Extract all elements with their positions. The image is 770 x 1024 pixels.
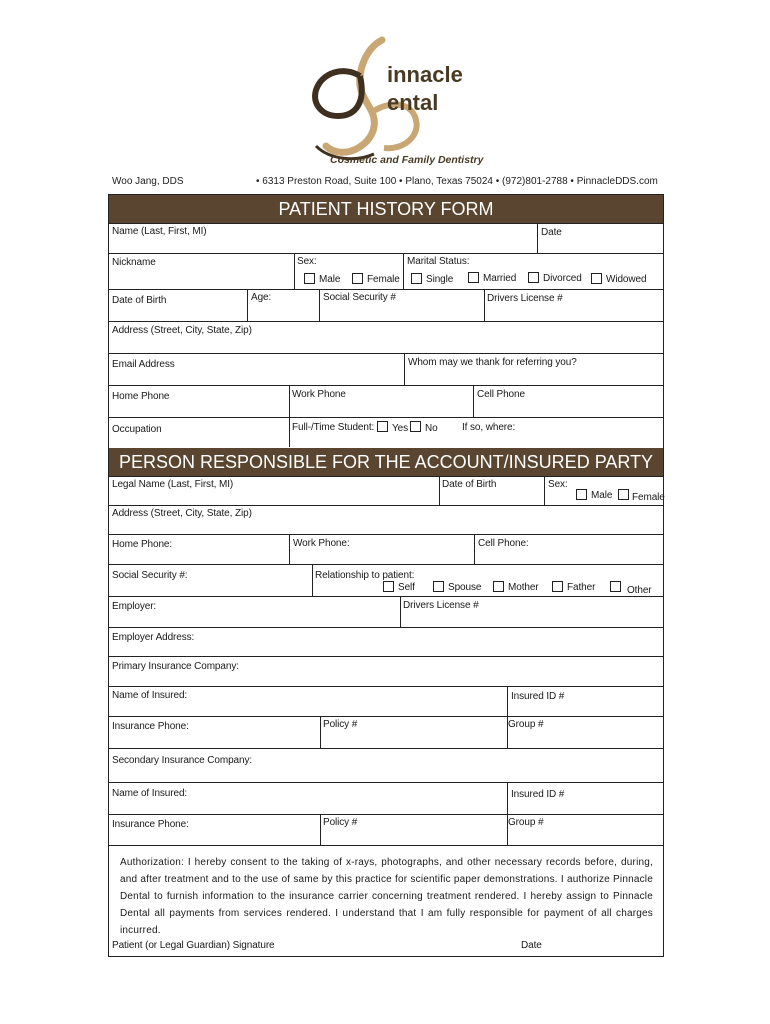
work-phone-label: Work Phone bbox=[292, 389, 346, 400]
nickname-label: Nickname bbox=[112, 257, 156, 268]
rp-cell-phone-label: Cell Phone: bbox=[478, 538, 529, 549]
student-label: Full-/Time Student: bbox=[292, 422, 375, 433]
rp-sex-label: Sex: bbox=[548, 479, 568, 490]
married-label: Married bbox=[483, 273, 517, 284]
male-checkbox[interactable] bbox=[304, 273, 315, 284]
rp-female-label: Female bbox=[632, 492, 665, 503]
where-label: If so, where: bbox=[462, 422, 516, 433]
divorced-checkbox[interactable] bbox=[528, 272, 539, 283]
occupation-label: Occupation bbox=[112, 424, 162, 435]
single-checkbox[interactable] bbox=[411, 273, 422, 284]
signature-label: Patient (or Legal Guardian) Signature bbox=[112, 940, 275, 951]
policy-label: Policy # bbox=[323, 719, 358, 730]
insured-id-2-label: Insured ID # bbox=[511, 789, 565, 800]
age-label: Age: bbox=[251, 292, 272, 303]
address-label: Address (Street, City, State, Zip) bbox=[112, 325, 252, 336]
widowed-checkbox[interactable] bbox=[591, 273, 602, 284]
insured-id-label: Insured ID # bbox=[511, 691, 565, 702]
cell-phone-label: Cell Phone bbox=[477, 389, 525, 400]
insurance-phone-label: Insurance Phone: bbox=[112, 721, 189, 732]
brand-tagline: Cosmetic and Family Dentistry bbox=[330, 154, 484, 166]
relationship-label: Relationship to patient: bbox=[315, 570, 415, 581]
section-title-responsible-party: PERSON RESPONSIBLE FOR THE ACCOUNT/INSURED PARTY bbox=[109, 448, 663, 476]
section-title-patient-history: PATIENT HISTORY FORM bbox=[109, 195, 663, 223]
sex-label: Sex: bbox=[297, 256, 317, 267]
home-phone-label: Home Phone bbox=[112, 391, 170, 402]
name-label: Name (Last, First, MI) bbox=[112, 226, 207, 237]
student-yes-checkbox[interactable] bbox=[377, 421, 388, 432]
practice-address: • 6313 Preston Road, Suite 100 • Plano, Texas 75024 • (972)801-2788 • PinnacleDDS.com bbox=[256, 176, 658, 187]
self-label: Self bbox=[398, 582, 415, 593]
rp-drivers-license-label: Drivers License # bbox=[403, 600, 479, 611]
widowed-label: Widowed bbox=[606, 274, 647, 285]
rp-ssn-label: Social Security #: bbox=[112, 570, 188, 581]
referral-label: Whom may we thank for referring you? bbox=[408, 357, 577, 368]
primary-insurance-label: Primary Insurance Company: bbox=[112, 661, 239, 672]
date-label: Date bbox=[541, 227, 562, 238]
doctor-name: Woo Jang, DDS bbox=[112, 176, 184, 187]
policy-2-label: Policy # bbox=[323, 817, 358, 828]
brand-name-line2: ental bbox=[387, 90, 439, 115]
rp-work-phone-label: Work Phone: bbox=[293, 538, 350, 549]
rp-address-label: Address (Street, City, State, Zip) bbox=[112, 508, 252, 519]
female-checkbox[interactable] bbox=[352, 273, 363, 284]
rp-male-checkbox[interactable] bbox=[576, 489, 587, 500]
insurance-phone-2-label: Insurance Phone: bbox=[112, 819, 189, 830]
group-label: Group # bbox=[508, 719, 544, 730]
father-label: Father bbox=[567, 582, 596, 593]
rp-dob-label: Date of Birth bbox=[442, 479, 497, 490]
marital-status-label: Marital Status: bbox=[407, 256, 470, 267]
yes-label: Yes bbox=[392, 423, 409, 434]
rp-female-checkbox[interactable] bbox=[618, 489, 629, 500]
single-label: Single bbox=[426, 274, 454, 285]
legal-name-label: Legal Name (Last, First, MI) bbox=[112, 479, 234, 490]
name-of-insured-label: Name of Insured: bbox=[112, 690, 188, 701]
ssn-label: Social Security # bbox=[323, 292, 396, 303]
employer-label: Employer: bbox=[112, 601, 157, 612]
group-2-label: Group # bbox=[508, 817, 544, 828]
employer-address-label: Employer Address: bbox=[112, 632, 195, 643]
authorization-text: Authorization: I hereby consent to the taking of x-rays, photographs, and other necessary records before, during, and after treatment and to the use of same by this practice for scientific paper demonstrations. I authorize Pinnacle Dental to furnish information to the insurance carrier concerning treatment rendered. I hereby assign to Pinnacle Dental all payments from services rendered. I understand that I am fully responsible for payment of all charges incurred. bbox=[120, 857, 653, 936]
mother-label: Mother bbox=[508, 582, 539, 593]
secondary-insurance-label: Secondary Insurance Company: bbox=[112, 755, 253, 766]
other-label: Other bbox=[627, 585, 652, 596]
signature-date-label: Date bbox=[521, 940, 542, 951]
divorced-label: Divorced bbox=[543, 273, 582, 284]
drivers-license-label: Drivers License # bbox=[487, 293, 563, 304]
married-checkbox[interactable] bbox=[468, 272, 479, 283]
email-label: Email Address bbox=[112, 359, 175, 370]
mother-checkbox[interactable] bbox=[493, 581, 504, 592]
spouse-label: Spouse bbox=[448, 582, 482, 593]
student-no-checkbox[interactable] bbox=[410, 421, 421, 432]
no-label: No bbox=[425, 423, 438, 434]
rp-home-phone-label: Home Phone: bbox=[112, 539, 173, 550]
female-label: Female bbox=[367, 274, 400, 285]
dob-label: Date of Birth bbox=[112, 295, 167, 306]
name-of-insured-2-label: Name of Insured: bbox=[112, 788, 188, 799]
male-label: Male bbox=[319, 274, 341, 285]
rp-male-label: Male bbox=[591, 490, 613, 501]
self-checkbox[interactable] bbox=[383, 581, 394, 592]
other-checkbox[interactable] bbox=[610, 581, 621, 592]
father-checkbox[interactable] bbox=[552, 581, 563, 592]
spouse-checkbox[interactable] bbox=[433, 581, 444, 592]
brand-name-line1: innacle bbox=[387, 62, 463, 87]
